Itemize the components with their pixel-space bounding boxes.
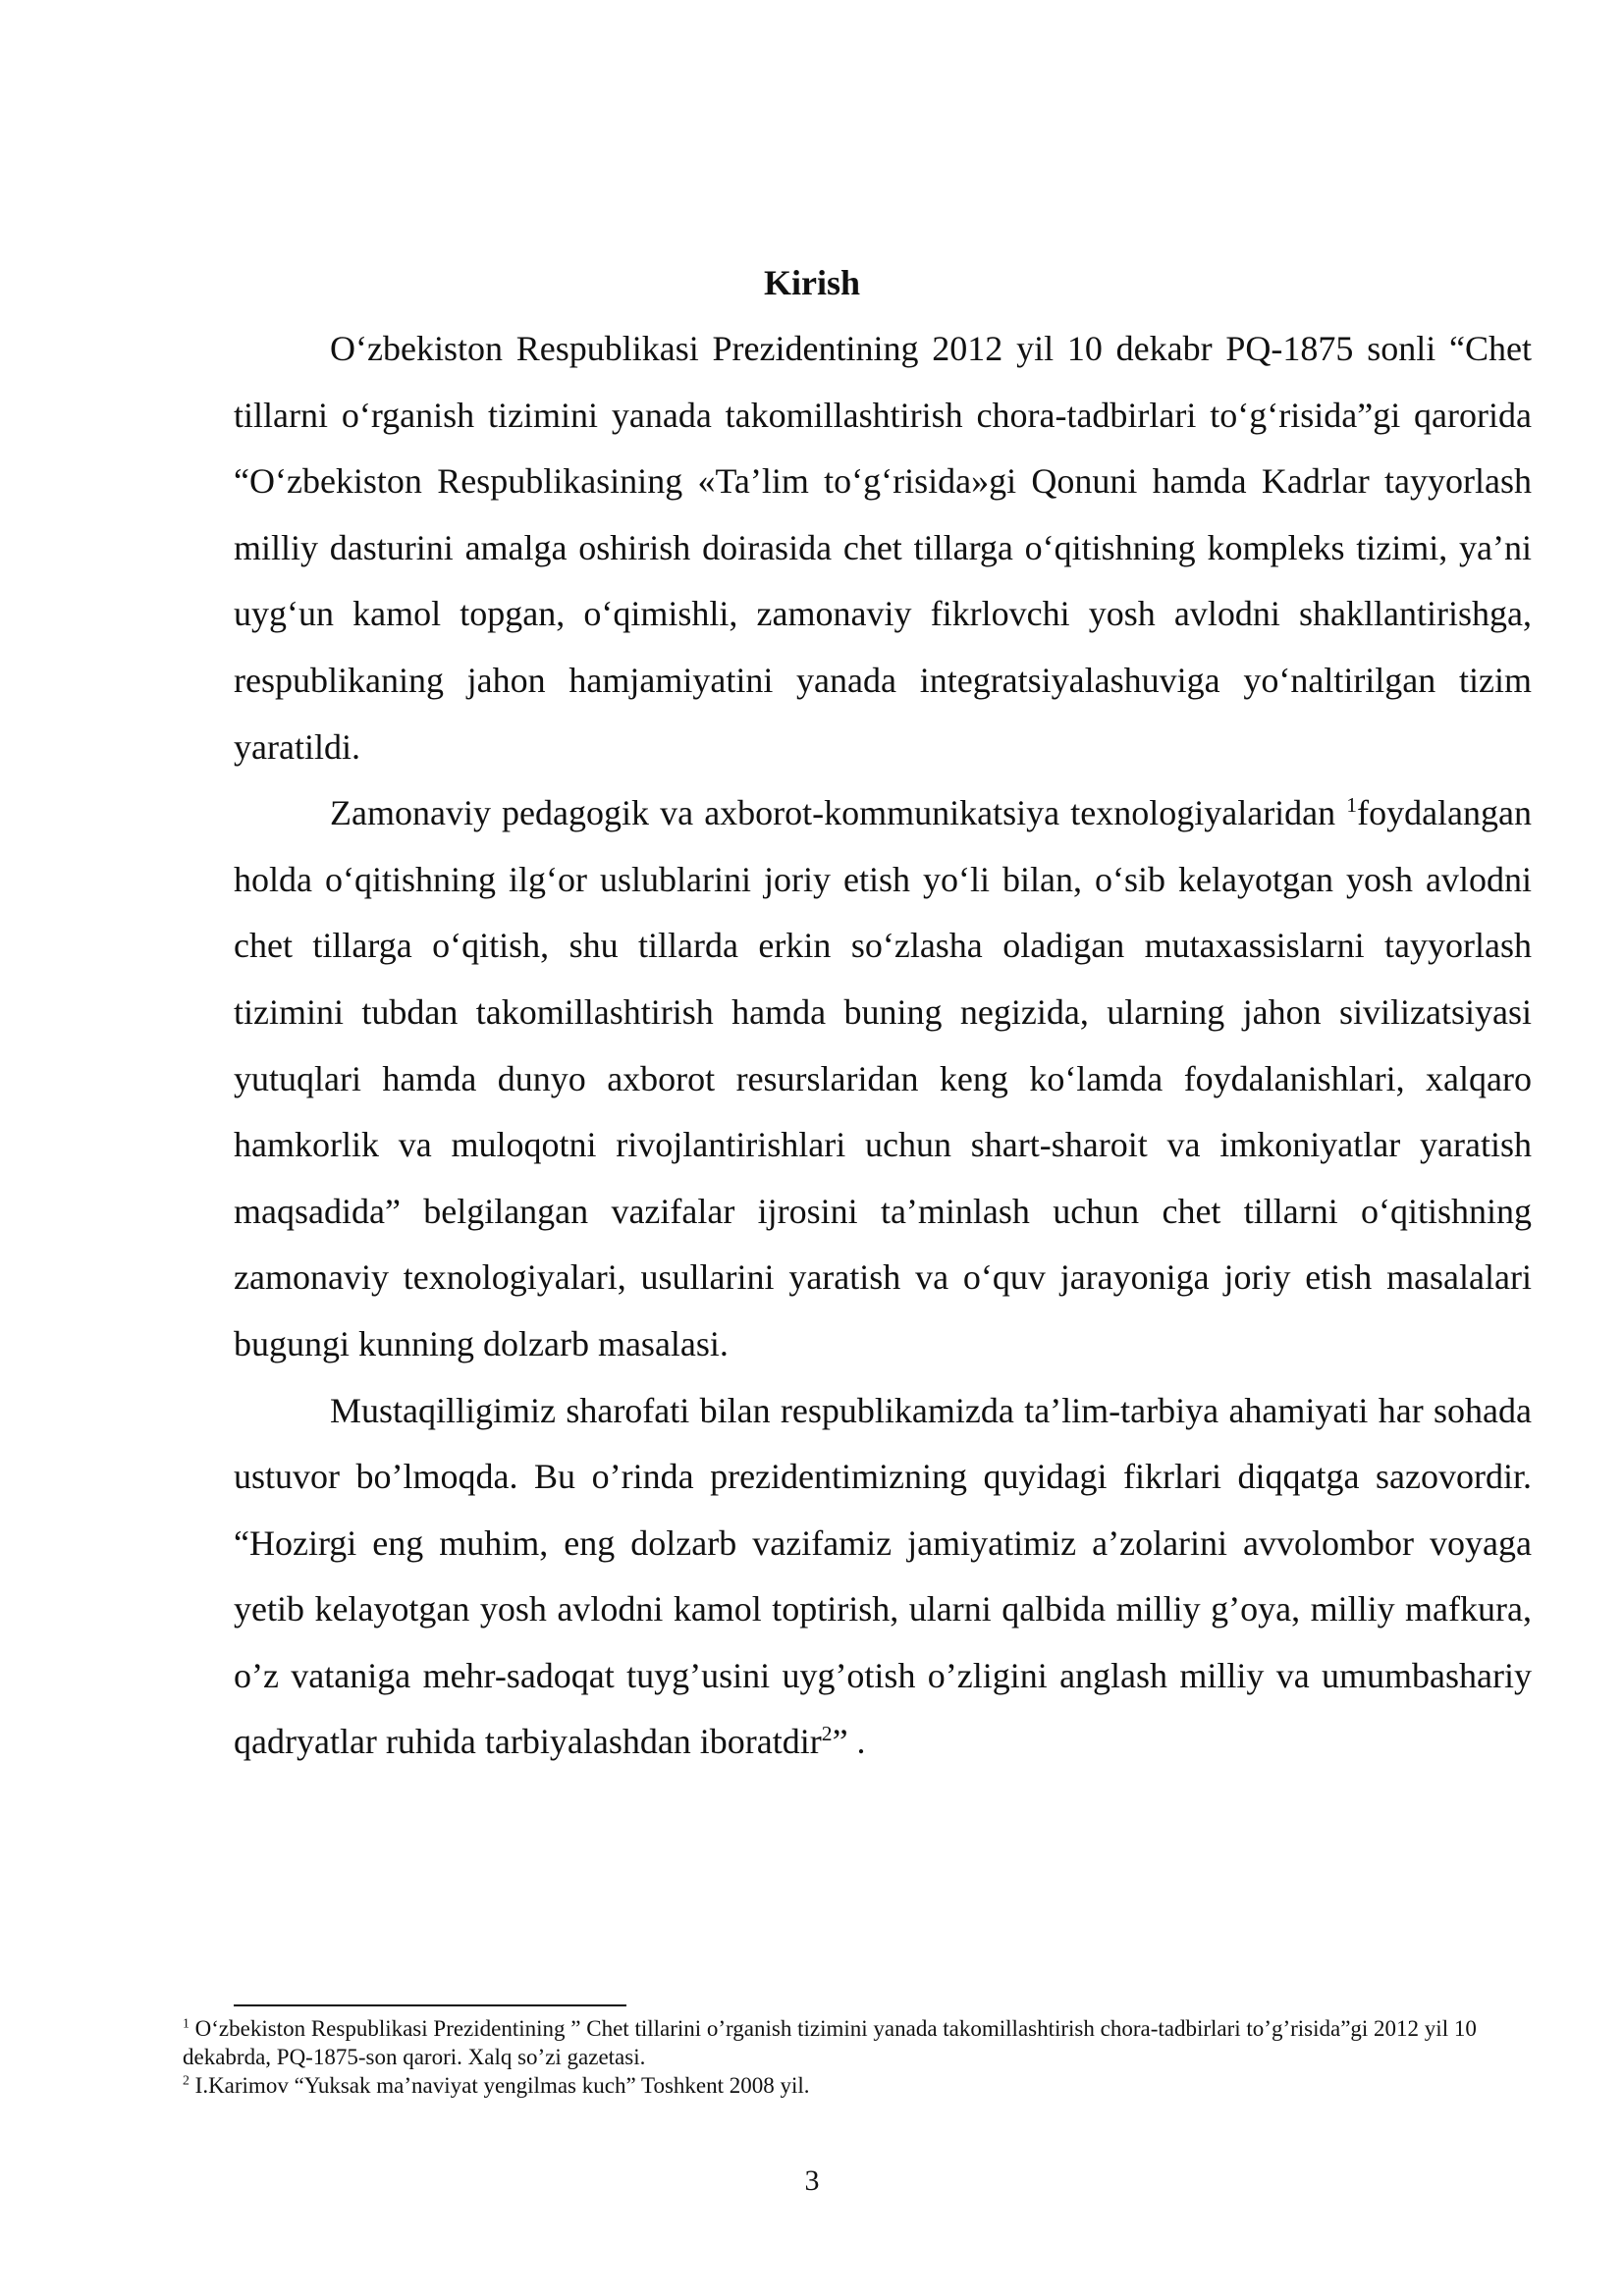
paragraph-text-continued: foydalangan holda o‘qitishning ilg‘or uslublarini joriy etish yo‘li bilan, o‘sib kelayotgan yosh avlodni chet tillarga o‘qitish, shu tillarda erkin so‘zlasha oladigan mutaxassislarni tayyorlash tizimini tubdan takomillashtirish hamda buning negizida, ularning jahon sivilizatsiyasi yutuqlari hamda dunyo axborot resurslaridan keng ko‘lamda foydalanishlari, xalqaro hamkorlik va muloqotni rivojlantirishlari uchun shart-sharoit va imkoniyatlar yaratish maqsadida” belgilangan vazifalar ijrosini ta’minlash uchun chet tillarni o‘qitishning zamonaviy texnologiyalari, usullarini yaratish va o‘quv jarayoniga joriy etish masalalari bugungi kunning dolzarb masalasi. [234,793,1533,1363]
footnote-mark: 2 [183,2072,189,2088]
footnotes [183,2014,1528,2100]
body-text [234,316,1532,1776]
paragraph-3 [234,1378,1532,1777]
footnote-reference: 2 [821,1722,833,1746]
footnote-1 [183,2014,1528,2071]
paragraph-text: O‘zbekiston Respublikasi Prezidentining 2012 yil 10 dekabr PQ-1875 sonli “Chet tillarni o‘rganish tizimini yanada takomillashtirish chora-tadbirlari to‘g‘risida”gi qarorida “O‘zbekiston Respublikasining «Ta’lim to‘g‘risida»gi Qonuni hamda Kadrlar tayyorlash milliy dasturini amalga oshirish doirasida chet tillarga o‘qitishning kompleks tizimi, ya’ni uyg‘un kamol topgan, o‘qimishli, zamonaviy fikrlovchi yosh avlodni shakllantirishga, respublikaning jahon hamjamiyatini yanada integratsiyalashuviga yo‘naltirilgan tizim yaratildi. [234,329,1532,767]
footnote-text: O‘zbekiston Respublikasi Prezidentining ” Chet tillarini o’rganish tizimini yanada takomillashtirish chora-tadbirlari to’g’risida”gi 2012 yil 10 dekabrda, PQ-1875-son qarori. Xalq so’zi gazetasi. [183,2016,1477,2069]
paragraph-2 [234,780,1532,1377]
footnote-separator [234,2004,626,2006]
paragraph-text: Mustaqilligimiz sharofati bilan respublikamizda ta’lim-tarbiya ahamiyati har sohada ustuvor bo’lmoqda. Bu o’rinda prezidentimizning quyidagi fikrlari diqqatga sazovordir. “Hozirgi eng muhim, eng dolzarb vazifamiz jamiyatimiz a’zolarini avvolombor voyaga yetib kelayotgan yosh avlodni kamol toptirish, ularni qalbida milliy g’oya, milliy mafkura, o’z vataniga mehr-sadoqat tuyg’usini uyg’otish o’zligini anglash milliy va umumbashariy qadryatlar ruhida tarbiyalashdan iboratdir [234,1390,1532,1762]
paragraph-text: Zamonaviy pedagogik va axborot-kommunikatsiya texnologiyalaridan [330,793,1336,833]
page-number: 3 [804,2164,820,2197]
footnote-text: I.Karimov “Yuksak ma’naviyat yengilmas kuch” Toshkent 2008 yil. [189,2073,810,2098]
footnote-reference: 1 [1346,793,1358,818]
section-title: Kirish [763,263,860,302]
paragraph-1 [234,316,1532,780]
paragraph-text-continued: ” . [832,1722,866,1762]
footnote-2 [183,2071,1528,2100]
footnote-mark: 1 [183,2015,189,2031]
